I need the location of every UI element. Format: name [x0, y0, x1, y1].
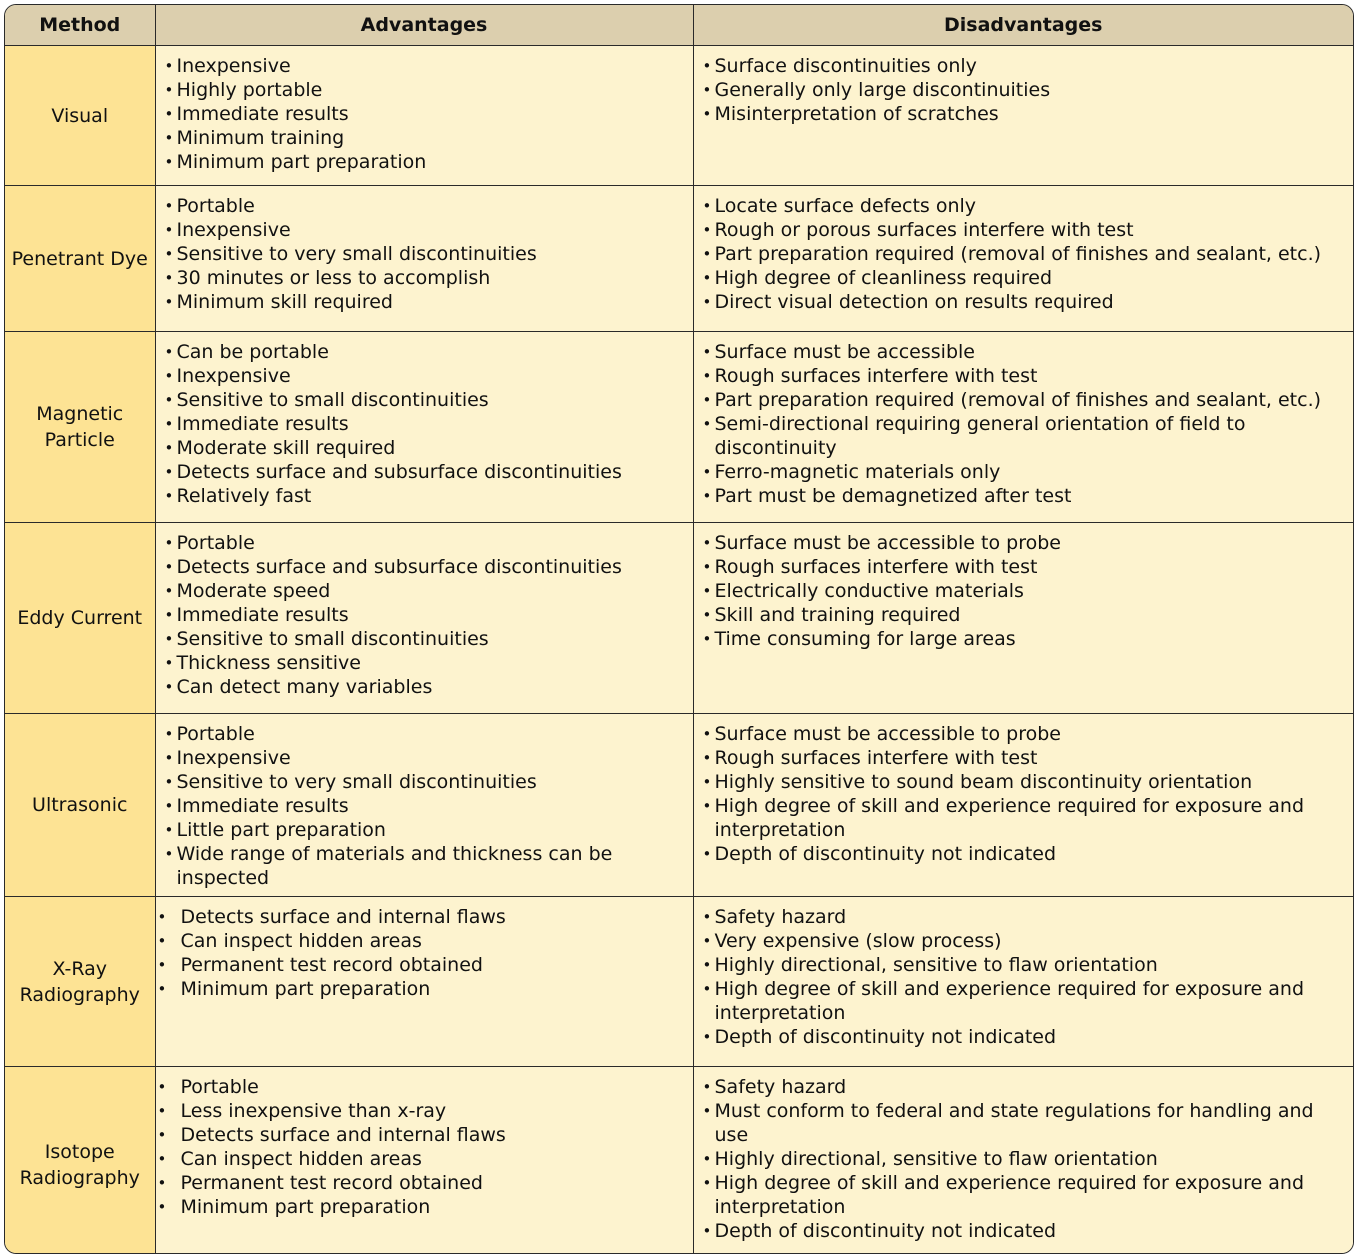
disadvantage-item: • Rough surfaces interfere with test — [703, 746, 1346, 770]
advantage-item: • Little part preparation — [165, 818, 685, 842]
table-row — [5, 186, 1353, 332]
table-row — [5, 714, 1353, 897]
disadvantages-cell — [693, 1067, 1353, 1255]
disadvantage-item: • Highly sensitive to sound beam discontinuity orientation — [703, 770, 1346, 794]
advantages-list — [165, 194, 685, 314]
advantage-item: • Highly portable — [165, 78, 685, 102]
advantages-list — [165, 905, 685, 1001]
disadvantage-item: • Surface must be accessible to probe — [703, 531, 1346, 555]
header-disadvantages: Disadvantages — [693, 5, 1353, 46]
disadvantage-item: • Safety hazard — [703, 1075, 1346, 1099]
disadvantage-item: • High degree of skill and experience required for exposure and interpretation — [703, 794, 1346, 842]
ndt-methods-table-frame — [4, 4, 1354, 1254]
disadvantages-cell — [693, 714, 1353, 897]
method-label: X-Ray Radiography — [19, 957, 140, 1006]
advantage-item: • 30 minutes or less to accomplish — [165, 266, 685, 290]
disadvantage-item: • Rough surfaces interfere with test — [703, 555, 1346, 579]
header-advantages: Advantages — [155, 5, 693, 46]
disadvantage-item: • Very expensive (slow process) — [703, 929, 1346, 953]
advantage-item: • Minimum skill required — [165, 290, 685, 314]
method-label: Ultrasonic — [32, 794, 128, 816]
advantage-item: • Permanent test record obtained — [165, 1171, 685, 1195]
advantage-item: • Inexpensive — [165, 746, 685, 770]
method-cell — [5, 46, 155, 186]
disadvantage-item: • Safety hazard — [703, 905, 1346, 929]
advantage-item: • Sensitive to small discontinuities — [165, 388, 685, 412]
table-row — [5, 523, 1353, 714]
disadvantage-item: • Semi-directional requiring general orientation of field to discontinuity — [703, 412, 1346, 460]
disadvantage-item: • Highly directional, sensitive to flaw orientation — [703, 1147, 1346, 1171]
advantages-cell — [155, 523, 693, 714]
advantages-list — [165, 340, 685, 508]
advantage-item: • Thickness sensitive — [165, 651, 685, 675]
advantages-cell — [155, 332, 693, 523]
advantage-item: • Inexpensive — [165, 54, 685, 78]
advantage-item: • Portable — [165, 194, 685, 218]
advantage-item: • Moderate speed — [165, 579, 685, 603]
advantages-list — [165, 722, 685, 890]
disadvantage-item: • Part preparation required (removal of finishes and sealant, etc.) — [703, 242, 1346, 266]
disadvantage-item: • Skill and training required — [703, 603, 1346, 627]
disadvantages-cell — [693, 523, 1353, 714]
method-label: Eddy Current — [17, 607, 143, 629]
disadvantages-list — [703, 194, 1346, 314]
advantage-item: • Portable — [165, 1075, 685, 1099]
disadvantage-item: • Electrically conductive materials — [703, 579, 1346, 603]
advantages-cell — [155, 46, 693, 186]
method-cell — [5, 332, 155, 523]
disadvantages-list — [703, 722, 1346, 866]
disadvantage-item: • Surface must be accessible — [703, 340, 1346, 364]
disadvantage-item: • High degree of skill and experience required for exposure and interpretation — [703, 1171, 1346, 1219]
advantage-item: • Less inexpensive than x-ray — [165, 1099, 685, 1123]
disadvantages-list — [703, 1075, 1346, 1243]
disadvantages-list — [703, 531, 1346, 651]
table-row — [5, 897, 1353, 1067]
disadvantages-cell — [693, 186, 1353, 332]
method-label: Magnetic Particle — [36, 403, 124, 451]
advantage-item: • Sensitive to small discontinuities — [165, 627, 685, 651]
advantage-item: • Portable — [165, 531, 685, 555]
advantage-item: • Inexpensive — [165, 218, 685, 242]
advantage-item: • Minimum part preparation — [165, 150, 685, 174]
disadvantage-item: • Surface discontinuities only — [703, 54, 1346, 78]
advantage-item: • Can inspect hidden areas — [165, 1147, 685, 1171]
advantage-item: • Wide range of materials and thickness can be inspected — [165, 842, 685, 890]
disadvantage-item: • Rough surfaces interfere with test — [703, 364, 1346, 388]
table-row — [5, 1067, 1353, 1255]
disadvantage-item: • Generally only large discontinuities — [703, 78, 1346, 102]
ndt-methods-table — [5, 5, 1353, 1254]
disadvantages-list — [703, 905, 1346, 1049]
header-row — [5, 5, 1353, 46]
advantage-item: • Moderate skill required — [165, 436, 685, 460]
advantages-list — [165, 54, 685, 174]
method-cell — [5, 523, 155, 714]
advantage-item: • Immediate results — [165, 603, 685, 627]
disadvantage-item: • Surface must be accessible to probe — [703, 722, 1346, 746]
table-row — [5, 332, 1353, 523]
advantage-item: • Immediate results — [165, 412, 685, 436]
advantages-cell — [155, 714, 693, 897]
advantage-item: • Minimum part preparation — [165, 977, 685, 1001]
advantages-cell — [155, 186, 693, 332]
method-cell — [5, 1067, 155, 1255]
advantage-item: • Relatively fast — [165, 484, 685, 508]
advantage-item: • Immediate results — [165, 102, 685, 126]
method-label: Visual — [51, 104, 109, 127]
advantage-item: • Immediate results — [165, 794, 685, 818]
disadvantage-item: • Rough or porous surfaces interfere with test — [703, 218, 1346, 242]
advantages-list — [165, 1075, 685, 1219]
disadvantages-list — [703, 340, 1346, 508]
advantage-item: • Permanent test record obtained — [165, 953, 685, 977]
advantage-item: • Detects surface and internal flaws — [165, 905, 685, 929]
disadvantage-item: • Misinterpretation of scratches — [703, 102, 1346, 126]
advantages-cell — [155, 897, 693, 1067]
disadvantage-item: • High degree of skill and experience required for exposure and interpretation — [703, 977, 1346, 1025]
method-cell — [5, 897, 155, 1067]
disadvantage-item: • Locate surface defects only — [703, 194, 1346, 218]
disadvantage-item: • Depth of discontinuity not indicated — [703, 842, 1346, 866]
advantage-item: • Can inspect hidden areas — [165, 929, 685, 953]
advantage-item: • Sensitive to very small discontinuities — [165, 242, 685, 266]
advantage-item: • Portable — [165, 722, 685, 746]
advantages-list — [165, 531, 685, 699]
method-label: Penetrant Dye — [11, 247, 148, 270]
disadvantage-item: • Must conform to federal and state regulations for handling and use — [703, 1099, 1346, 1147]
advantage-item: • Inexpensive — [165, 364, 685, 388]
header-method: Method — [5, 5, 155, 46]
disadvantage-item: • Depth of discontinuity not indicated — [703, 1025, 1346, 1049]
advantage-item: • Can be portable — [165, 340, 685, 364]
disadvantages-cell — [693, 46, 1353, 186]
disadvantage-item: • Depth of discontinuity not indicated — [703, 1219, 1346, 1243]
advantage-item: • Detects surface and subsurface discontinuities — [165, 460, 685, 484]
advantage-item: • Minimum training — [165, 126, 685, 150]
method-cell — [5, 186, 155, 332]
disadvantage-item: • Direct visual detection on results required — [703, 290, 1346, 314]
disadvantage-item: • Part preparation required (removal of finishes and sealant, etc.) — [703, 388, 1346, 412]
advantage-item: • Minimum part preparation — [165, 1195, 685, 1219]
disadvantage-item: • Highly directional, sensitive to flaw orientation — [703, 953, 1346, 977]
method-label: Isotope Radiography — [19, 1141, 140, 1190]
disadvantages-list — [703, 54, 1346, 126]
method-cell — [5, 714, 155, 897]
disadvantage-item: • Time consuming for large areas — [703, 627, 1346, 651]
advantage-item: • Can detect many variables — [165, 675, 685, 699]
disadvantage-item: • Part must be demagnetized after test — [703, 484, 1346, 508]
advantage-item: • Detects surface and internal flaws — [165, 1123, 685, 1147]
table-row — [5, 46, 1353, 186]
disadvantage-item: • High degree of cleanliness required — [703, 266, 1346, 290]
advantage-item: • Detects surface and subsurface discontinuities — [165, 555, 685, 579]
advantages-cell — [155, 1067, 693, 1255]
advantage-item: • Sensitive to very small discontinuities — [165, 770, 685, 794]
disadvantage-item: • Ferro-magnetic materials only — [703, 460, 1346, 484]
disadvantages-cell — [693, 897, 1353, 1067]
disadvantages-cell — [693, 332, 1353, 523]
